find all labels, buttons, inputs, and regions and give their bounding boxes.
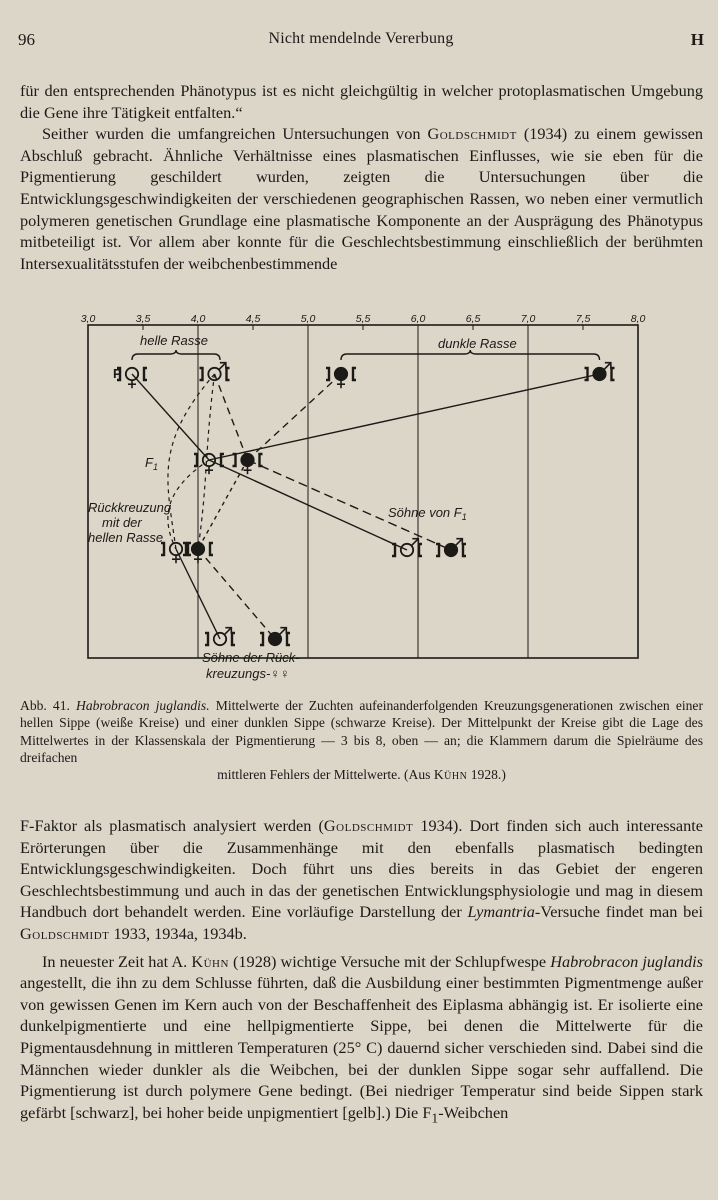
paragraph-2 — [20, 123, 703, 274]
error-bracket — [287, 633, 290, 645]
error-bracket — [463, 544, 466, 556]
caption-species: Habrobracon juglandis. — [76, 698, 210, 713]
top-body-text — [20, 80, 703, 274]
male-symbol-arrow — [219, 364, 225, 370]
paragraph-4 — [20, 951, 703, 1129]
author-name: Goldschmidt — [20, 923, 110, 943]
error-bracket — [585, 368, 588, 380]
error-bracket — [210, 543, 213, 555]
data-point-f1-female-dark — [233, 454, 263, 474]
caption-text: Mittelwerte der Zuchten aufeinanderfolgenden Kreuzungsgenerationen zwischen einer hellen Sippe (weiße Kreise) und einer dunklen Sippe (schwarze Kreise). Der Mittelpunkt der Kreise gibt die Lage des Mittelwertes in der Klassenskala der Pigmentierung — 3 bis 8, oben — an; die Klammern darum die Spielräume des dreifachen — [20, 698, 703, 765]
label-f1: $F_1$ — [145, 455, 158, 472]
error-bracket — [353, 368, 356, 380]
paragraph-1: für den entsprechenden Phänotypus ist es nicht gleichgültig in welcher protoplasmatischen Umgebung die Gene ihre Tätigkeit entfalten.“ — [20, 81, 703, 122]
error-bracket — [260, 633, 263, 645]
label-soehne-rueckkreuzung-2: kreuzungs-♀♀ — [206, 666, 290, 681]
solid-line-light-female-to-f1 — [132, 374, 209, 460]
error-bracket — [419, 544, 422, 556]
male-symbol-arrow — [604, 364, 610, 370]
male-symbol-arrow — [411, 540, 417, 546]
solid-line-dark-male-to-f1 — [209, 374, 600, 460]
figure-41 — [76, 312, 646, 694]
caption-last-line — [20, 766, 703, 783]
label-backcross-line-1: Rückkreuzung — [88, 500, 172, 515]
p3-text-c: -Versuche findet man bei — [534, 902, 704, 922]
author-name: Goldschmidt — [427, 124, 517, 144]
error-bracket — [183, 543, 186, 555]
axis-tick-label: 5,5 — [355, 313, 371, 325]
error-bracket — [612, 368, 615, 380]
error-bracket — [200, 368, 203, 380]
caption-author: Kühn — [433, 767, 468, 783]
male-symbol-arrow — [455, 540, 461, 546]
p3-text-b: 1934). Dort finden sich auch interessante Erörterungen über die Zusammenhänge mit den ebenfalls plasmatisch bedingten Entwicklungsgeschwindigkeiten. Doch führt uns dies bereits in das Gebiet der engeren Geschlechtsbestimmung und auch in das der genetischen Entwicklungsphysiologie und mag in diesem Handbuch dort behandelt werden. Eine vorläufige Darstellung der — [20, 816, 703, 922]
axis-tick-label: 4,0 — [190, 313, 206, 325]
data-point-s-hne-der-r-ckkreuzungs--male-dark — [260, 628, 290, 646]
error-bracket — [205, 633, 208, 645]
p4-text-a: In neuester Zeit hat A. — [42, 951, 192, 971]
error-bracket — [194, 454, 197, 466]
data-point-s-hne-von-f1-male-dark — [436, 539, 466, 557]
label-soehne-f1: Söhne von $F_1$ — [388, 505, 467, 522]
male-symbol-arrow — [279, 629, 285, 635]
p4-text-c: angestellt, die ihn zu dem Schlusse führten, daß die Ausbildung einer bestimmten Pigmentmenge außer von gewissen Genen im Kern auch von der Beschaffenheit des Eiplasma abhängig ist. Er isolierte eine dunkelpigmentierte und eine hellpigmentierte Sippe, bei denen die Mittelwerte für die Pigmentausdehnung in mittleren Temperaturen (25° C) dauernd sicher verschieden sind. Dabei sind die Männchen wieder dunkler als die Weibchen, bei der dunklen Sippe sogar sehr auffallend. Die Pigmentierung ist durch polymere Gene bedingt. (Bei niedriger Temperatur sind beide Sippen stark gefärbt [schwarz], bei hoher beide unpigmentiert [gelb].) Die F — [20, 973, 703, 1122]
dark-circle — [192, 543, 204, 555]
dark-circle — [593, 368, 605, 380]
label-dunkle-rasse: dunkle Rasse — [438, 336, 517, 351]
error-bracket — [188, 543, 191, 555]
error-bracket — [144, 368, 147, 380]
p3-text-d: 1933, 1934a, 1934b. — [109, 923, 247, 943]
label-f1-subscript: 1 — [152, 462, 158, 472]
error-bracket — [436, 544, 439, 556]
error-bracket — [392, 544, 395, 556]
axis-tick-label: 6,0 — [410, 313, 426, 325]
p2-text-b: (1934) zu einem gewissen Abschluß gebracht. Ähnliche Verhältnisse eines plasmatischen Einflusses, wie sie eben für die Pigmentierung geschildert wurden, zeigten die Untersuchungen über die Entwicklungsgeschwindigkeiten der verschiedenen geographischen Rassen, wo neben einer vermutlich polymeren genetischen Grundlage eine plasmatische Komponente an der Ausprägung des Phänotypus mitbeteiligt ist. Vor allem aber konnte für die Geschlechtsbestimmung einschließlich der berühmten Intersexualitätsstufen der weibchenbestimmende — [20, 124, 703, 273]
author-name: Kühn — [191, 951, 229, 971]
bottom-body-text — [20, 815, 703, 1129]
axis-tick-label: 3,0 — [80, 313, 96, 325]
section-letter: H — [690, 30, 704, 49]
label-soehne-f1-subscript: 1 — [461, 512, 467, 522]
dashed-line-dark-female-to-f1 — [248, 374, 342, 460]
connection-lines — [132, 374, 600, 639]
axis-tick-label: 7,0 — [520, 313, 536, 325]
error-bracket — [232, 633, 235, 645]
data-points — [117, 363, 615, 646]
error-bracket — [227, 368, 230, 380]
species-name: Habrobracon juglandis — [550, 951, 703, 971]
figure-caption — [20, 697, 703, 783]
data-point-s-hne-der-r-ckkreuzungs--male-light — [205, 628, 235, 646]
label-backcross-line-2: mit der — [102, 515, 142, 530]
author-name: Goldschmidt — [323, 816, 414, 835]
brace-helle-rasse — [132, 350, 220, 360]
label-backcross-line-3: hellen Rasse — [88, 530, 164, 545]
male-symbol-arrow — [224, 629, 230, 635]
label-p-generation: P — [113, 366, 122, 381]
data-point-p-female-dark — [326, 368, 356, 388]
axis-tick-label: 8,0 — [630, 313, 646, 325]
genus-name: Lymantria — [467, 902, 535, 922]
caption-text-b: mittleren Fehlers der Mittelwerte. (Aus — [217, 767, 434, 783]
p2-text-a: Seither wurden die umfangreichen Untersuchungen von — [42, 124, 428, 144]
label-soehne-rueckkreuzung-1: Söhne der Rück- — [202, 650, 300, 665]
axis-tick-label: 6,5 — [465, 313, 481, 325]
caption-text-c: 1928.) — [467, 767, 506, 783]
paragraph-3 — [20, 815, 703, 945]
dashed-line-light-male-to-f1 — [215, 374, 248, 460]
p3-text-a: F-Faktor als plasmatisch analysiert werden ( — [20, 816, 324, 835]
error-bracket — [221, 454, 224, 466]
axis-tick-label: 7,5 — [575, 313, 591, 325]
dashed-line-backcross-to-son-dark — [198, 549, 275, 639]
error-bracket — [260, 454, 263, 466]
label-helle-rasse: helle Rasse — [140, 333, 208, 348]
axis-tick-label: 3,5 — [135, 313, 151, 325]
dark-circle — [335, 368, 347, 380]
page-number: 96 — [18, 30, 35, 49]
pigmentation-diagram — [76, 312, 646, 694]
error-bracket — [233, 454, 236, 466]
data-point-p-male-dark — [585, 363, 615, 381]
running-title: Nicht mendelnde Vererbung — [268, 30, 454, 47]
page-header — [18, 30, 704, 52]
dark-circle — [241, 454, 253, 466]
axis-tick-label: 5,0 — [300, 313, 316, 325]
scale-grid — [81, 313, 646, 658]
figure-labels — [88, 333, 600, 681]
p4-text-b: (1928) wichtige Versuche mit der Schlupfwespe — [228, 951, 551, 971]
caption-label: Abb. 41. — [20, 698, 77, 713]
p4-text-d: -Weibchen — [438, 1102, 509, 1122]
axis-tick-label: 4,5 — [245, 313, 261, 325]
figure-frame — [88, 325, 638, 658]
subscript: 1 — [431, 1109, 439, 1125]
brace-dunkle-rasse — [341, 350, 600, 360]
error-bracket — [326, 368, 329, 380]
